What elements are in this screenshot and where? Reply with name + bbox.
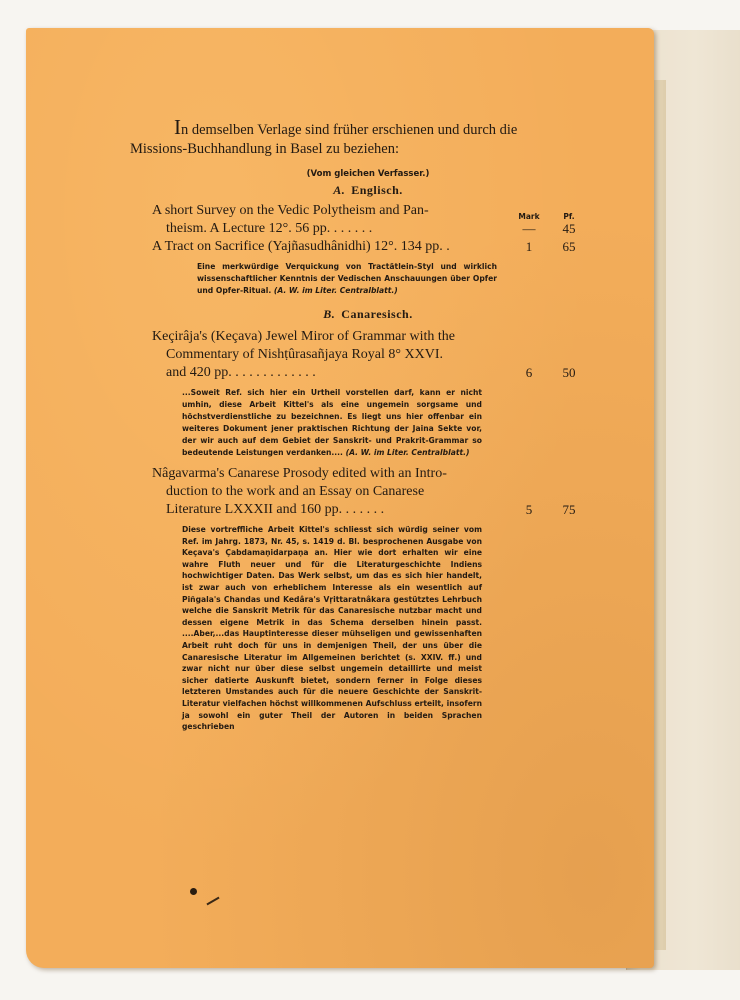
price [514,501,584,519]
entry-line: Literature LXXXII and 160 pp. . . . . . . [166,502,385,517]
entry-line: and 420 pp. . . . . . . . . . . . . [166,365,316,380]
review-citation: (A. W. im Liter. Centralblatt.) [273,286,398,295]
entry-line: Nâgavarma's Canarese Prosody edited with an Intro- [152,466,447,481]
review-text: Diese vortreffliche Arbeit Kittel's schliesst sich würdig seiner vom Ref. im Jahrg. 1873, Nr. 45, s. 1419 d. Bl. besprochenen Ausgabe von Keçava's Çabdamaṇidarpaṇa an. Hier wie dort erhalten wir eine wahre Fluth neuer und für die Literaturgeschichte Indiens hochwichtiger Daten. Das Werk selbst, um das es sich hier handelt, ist zwar auch von erheblichem Interesse als ein wesentlich auf Piñgala's Chandas und Kedâra's Vṛittaratnâkara gestütztes Lehrbuch welche die Sanskrit Metrik für das Canaresische nutzbar macht und dessen eigene Metrik in das Schema derselben hinein passt. ....Aber,...das Hauptinteresse dieser mühseligen und gewissenhaften Arbeit ruht doch für uns in demjenigen Theil, der uns über die Canaresische Literatur im Allgemeinen berichtet (s. XXIV. ff.) und zwar nicht nur über diese selbst ungemein detaillirte und meist sicher datierte Auskunft bietet, sondern ferner in Folge dieses letzteren Umstandes auch für die neuere Geschichte der Sanskrit-Literatur vielfachen höchst willkommenen Aufschluss erteilt, insofern ja sowohl ein guter Theil der Autoren in beiden Sprachen geschrieben [182,525,482,732]
entry-line: A short Survey on the Vedic Polytheism and Pan- [152,203,429,218]
pf-header: Pf. [563,212,575,221]
intro-line-2: Missions-Buchhandlung in Basel zu beziehen: [130,141,400,157]
price-pf: 50 [562,365,576,380]
price-pf: 45 [562,221,576,236]
price [514,220,584,238]
price-mark: 6 [525,365,533,380]
entry-line: theism. A Lecture 12°. 56 pp. . . . . . . [166,221,373,236]
review-citation: (A. W. im Liter. Centralblatt.) [345,448,470,457]
byline: (Vom gleichen Verfasser.) [306,169,430,179]
ink-mark [206,897,219,906]
intro-line-1: n demselben Verlage sind früher erschienen und durch die [181,122,518,138]
section-b-heading [152,307,584,322]
ink-spot [190,888,197,895]
price [514,238,584,256]
section-b-letter: B. [323,307,336,321]
entry-line: Commentary of Nishṭûrasañjaya Royal 8° XXVI. [166,347,443,362]
price-mark: 1 [525,239,533,254]
entry-vedic-polytheism [152,202,584,238]
entry-tract-on-sacrifice [152,238,584,256]
price-pf: 75 [562,502,576,517]
price [514,364,584,382]
entry-line: duction to the work and an Essay on Canarese [166,484,425,499]
section-b-title: Canaresisch. [341,307,413,321]
page-text [130,115,584,739]
section-a-heading [152,183,584,198]
review-jewel-mirror [182,387,482,459]
review-text: Eine merkwürdige Verquickung von Tractätlein-Styl und wirklich wissenschaftlicher Kenntnis der Vedischen Anschauungen über Opfer und Opfer-Ritual. [197,262,497,295]
review-tract [197,261,497,297]
price-mark: 5 [525,502,533,517]
price-mark: — [522,221,536,236]
intro-initial: I [174,115,181,139]
entry-canarese-prosody [152,465,584,519]
section-a-title: Englisch. [351,183,403,197]
review-text: ...Soweit Ref. sich hier ein Urtheil vorstellen darf, kann er nicht umhin, diese Arbeit Kittel's als eine ungemein sorgsame und höchstverdienstliche zu bezeichnen. Es liegt uns hier offenbar ein weiteres Dokument jener praktischen Richtung der Jaina Sekte vor, der wir auch auf dem Gebiet der Sanskrit- und Prakrit-Grammar so bedeutende Leistungen verdanken.... [182,388,482,457]
price-pf: 65 [562,239,576,254]
entry-line: A Tract on Sacrifice (Yajñasudhânidhi) 12°. 134 pp. . [152,239,450,254]
mark-header: Mark [518,212,540,221]
intro-paragraph [130,115,584,159]
entry-line: Keçirâja's (Keçava) Jewel Miror of Grammar with the [152,329,456,344]
section-a-letter: A. [333,183,346,197]
review-canarese-prosody [182,524,482,733]
entry-jewel-mirror-of-grammar [152,328,584,382]
